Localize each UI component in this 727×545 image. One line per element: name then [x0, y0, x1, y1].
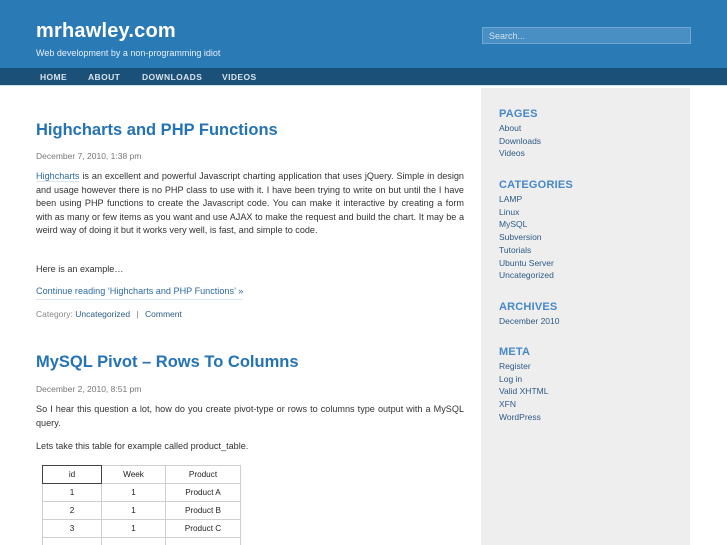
nav-videos[interactable]: VIDEOS [222, 72, 257, 82]
widget-title: ARCHIVES [499, 301, 558, 313]
comment-link[interactable]: Comment [145, 309, 182, 319]
widget-title: CATEGORIES [499, 179, 573, 191]
post-date: December 7, 2010, 1:38 pm [36, 151, 142, 161]
table-row [43, 538, 241, 545]
widget-title: PAGES [499, 108, 538, 120]
sidebar-link-subversion[interactable]: Subversion [499, 232, 542, 243]
table-header: Week [102, 466, 166, 484]
table-cell: 1 [102, 502, 166, 520]
post-paragraph: Lets take this table for example called product_table. [36, 441, 249, 451]
table-cell: Product C [166, 520, 241, 538]
sidebar-link-valid-xhtml[interactable]: Valid XHTML [499, 386, 549, 397]
main-nav [0, 68, 727, 86]
table-cell [166, 538, 241, 545]
table-cell: 1 [102, 484, 166, 502]
widget-categories [499, 178, 573, 282]
table-header: Product [166, 466, 241, 484]
sidebar-link-downloads[interactable]: Downloads [499, 135, 542, 146]
sidebar-link-login[interactable]: Log in [499, 373, 523, 384]
nav-about[interactable]: ABOUT [88, 72, 121, 82]
table-cell: Product B [166, 502, 241, 520]
site-header [0, 0, 727, 68]
post-body [36, 170, 464, 238]
category-label: Category: [36, 309, 73, 319]
site-tagline: Web development by a non-programming idiot [36, 48, 221, 58]
table-cell [102, 538, 166, 545]
post-example-text: Here is an example… [36, 264, 124, 274]
sidebar-link-uncategorized[interactable]: Uncategorized [499, 270, 554, 281]
sidebar-link-linux[interactable]: Linux [499, 206, 520, 217]
category-link[interactable]: Uncategorized [75, 309, 131, 319]
widget-pages [499, 107, 541, 160]
highcharts-link[interactable]: Highcharts [36, 171, 80, 181]
post-meta [36, 309, 182, 319]
widget-title: META [499, 346, 531, 358]
table-cell [43, 538, 102, 545]
sidebar-link-wordpress[interactable]: WordPress [499, 411, 541, 422]
sidebar-link-xfn[interactable]: XFN [499, 399, 516, 410]
widget-archives [499, 300, 559, 328]
post-title[interactable]: MySQL Pivot – Rows To Columns [36, 353, 299, 371]
sidebar-link-december-2010[interactable]: December 2010 [499, 316, 560, 326]
post-body-text: is an excellent and powerful Javascript charting application that uses jQuery. Simple in design and usage however there is no PHP class to use with it. I have been trying to write on but until the I have been using PHP functions to create the Javascript code. You can make it interactive by creating a form with as many or few items as you want and use AJAX to make the request and build the chart. It may be a weird way of doing it but it works very well, is fast, and simple to code. [36, 171, 464, 236]
site-title[interactable]: mrhawley.com [36, 20, 176, 42]
sidebar-link-videos[interactable]: Videos [499, 148, 525, 159]
sidebar-link-register[interactable]: Register [499, 361, 531, 371]
table-cell: 1 [102, 520, 166, 538]
continue-reading-link[interactable]: Continue reading ‘Highcharts and PHP Functions’ » [36, 286, 243, 300]
sidebar-link-lamp[interactable]: LAMP [499, 194, 523, 204]
search-input[interactable] [482, 27, 691, 44]
post-title[interactable]: Highcharts and PHP Functions [36, 121, 278, 139]
sidebar-link-about[interactable]: About [499, 123, 522, 133]
table-row [43, 520, 241, 538]
post-date: December 2, 2010, 8:51 pm [36, 384, 142, 394]
nav-downloads[interactable]: DOWNLOADS [142, 72, 203, 82]
table-cell: 3 [43, 520, 102, 538]
table-cell: Product A [166, 484, 241, 502]
sidebar-link-tutorials[interactable]: Tutorials [499, 244, 532, 255]
table-cell: 2 [43, 502, 102, 520]
table-header-row [43, 466, 241, 484]
meta-separator: | [136, 309, 139, 319]
table-row [43, 484, 241, 502]
product-table [42, 465, 241, 545]
table-row [43, 502, 241, 520]
nav-home[interactable]: HOME [40, 72, 68, 82]
post-body: So I hear this question a lot, how do you create pivot-type or rows to columns type output with a MySQL query. [36, 404, 464, 428]
widget-meta [499, 345, 548, 424]
sidebar [481, 88, 690, 545]
table-header: id [43, 466, 102, 484]
sidebar-link-mysql[interactable]: MySQL [499, 219, 528, 230]
table-cell: 1 [43, 484, 102, 502]
sidebar-link-ubuntu-server[interactable]: Ubuntu Server [499, 257, 554, 268]
